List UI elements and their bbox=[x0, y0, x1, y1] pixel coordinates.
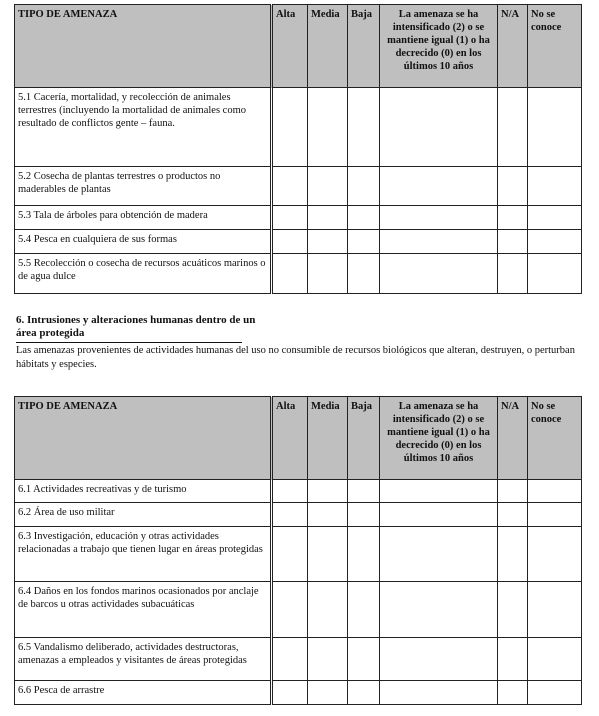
cell-na[interactable] bbox=[498, 206, 528, 230]
threat-item-6-4: 6.4 Daños en los fondos marinos ocasionados por anclaje de barcos u otras actividades subacuáticas bbox=[15, 582, 272, 638]
table-row bbox=[15, 254, 582, 294]
header-alta: Alta bbox=[272, 397, 308, 480]
section-6-title: 6. Intrusiones y alteraciones humanas dentro de un área protegida bbox=[16, 314, 256, 339]
cell-unknown[interactable] bbox=[528, 480, 582, 503]
cell-media[interactable] bbox=[308, 206, 348, 230]
section-6-divider bbox=[16, 342, 242, 343]
threat-item-6-1: 6.1 Actividades recreativas y de turismo bbox=[15, 480, 272, 503]
cell-trend[interactable] bbox=[380, 254, 498, 294]
cell-media[interactable] bbox=[308, 681, 348, 705]
threat-item-6-5: 6.5 Vandalismo deliberado, actividades destructoras, amenazas a empleados y visitantes de áreas protegidas bbox=[15, 638, 272, 681]
cell-unknown[interactable] bbox=[528, 167, 582, 206]
cell-baja[interactable] bbox=[348, 503, 380, 527]
cell-trend[interactable] bbox=[380, 230, 498, 254]
cell-na[interactable] bbox=[498, 503, 528, 527]
cell-media[interactable] bbox=[308, 88, 348, 167]
cell-unknown[interactable] bbox=[528, 206, 582, 230]
cell-alta[interactable] bbox=[272, 206, 308, 230]
cell-alta[interactable] bbox=[272, 582, 308, 638]
header-threat-type: TIPO DE AMENAZA bbox=[15, 5, 272, 88]
threat-item-5-2: 5.2 Cosecha de plantas terrestres o productos no maderables de plantas bbox=[15, 167, 272, 206]
header-baja: Baja bbox=[348, 5, 380, 88]
cell-baja[interactable] bbox=[348, 681, 380, 705]
cell-alta[interactable] bbox=[272, 503, 308, 527]
table-header-row bbox=[15, 5, 582, 88]
header-na: N/A bbox=[498, 397, 528, 480]
header-alta: Alta bbox=[272, 5, 308, 88]
cell-alta[interactable] bbox=[272, 167, 308, 206]
cell-na[interactable] bbox=[498, 480, 528, 503]
cell-trend[interactable] bbox=[380, 527, 498, 582]
header-media: Media bbox=[308, 5, 348, 88]
cell-trend[interactable] bbox=[380, 480, 498, 503]
cell-baja[interactable] bbox=[348, 638, 380, 681]
threat-table-5 bbox=[14, 4, 582, 294]
table-row bbox=[15, 88, 582, 167]
table-row bbox=[15, 681, 582, 705]
cell-trend[interactable] bbox=[380, 503, 498, 527]
cell-trend[interactable] bbox=[380, 88, 498, 167]
cell-media[interactable] bbox=[308, 254, 348, 294]
table-row bbox=[15, 480, 582, 503]
cell-alta[interactable] bbox=[272, 88, 308, 167]
cell-alta[interactable] bbox=[272, 254, 308, 294]
cell-unknown[interactable] bbox=[528, 230, 582, 254]
cell-na[interactable] bbox=[498, 582, 528, 638]
cell-trend[interactable] bbox=[380, 638, 498, 681]
cell-media[interactable] bbox=[308, 582, 348, 638]
cell-media[interactable] bbox=[308, 527, 348, 582]
cell-na[interactable] bbox=[498, 167, 528, 206]
cell-unknown[interactable] bbox=[528, 527, 582, 582]
cell-unknown[interactable] bbox=[528, 681, 582, 705]
header-baja: Baja bbox=[348, 397, 380, 480]
table-row bbox=[15, 527, 582, 582]
cell-na[interactable] bbox=[498, 230, 528, 254]
cell-alta[interactable] bbox=[272, 638, 308, 681]
threat-table-6 bbox=[14, 396, 582, 705]
threat-item-6-3: 6.3 Investigación, educación y otras actividades relacionadas a trabajo que tienen lugar en áreas protegidas bbox=[15, 527, 272, 582]
cell-baja[interactable] bbox=[348, 254, 380, 294]
cell-trend[interactable] bbox=[380, 167, 498, 206]
header-unknown: No se conoce bbox=[528, 5, 582, 88]
threat-item-6-2: 6.2 Área de uso militar bbox=[15, 503, 272, 527]
cell-alta[interactable] bbox=[272, 480, 308, 503]
cell-media[interactable] bbox=[308, 638, 348, 681]
cell-media[interactable] bbox=[308, 503, 348, 527]
cell-na[interactable] bbox=[498, 254, 528, 294]
header-media: Media bbox=[308, 397, 348, 480]
cell-na[interactable] bbox=[498, 681, 528, 705]
table-row bbox=[15, 230, 582, 254]
threat-item-6-6: 6.6 Pesca de arrastre bbox=[15, 681, 272, 705]
threat-item-5-3: 5.3 Tala de árboles para obtención de madera bbox=[15, 206, 272, 230]
header-trend: La amenaza se ha intensificado (2) o se mantiene igual (1) o ha decrecido (0) en los últimos 10 años bbox=[380, 5, 498, 88]
cell-trend[interactable] bbox=[380, 681, 498, 705]
cell-baja[interactable] bbox=[348, 206, 380, 230]
table-header-row bbox=[15, 397, 582, 480]
cell-baja[interactable] bbox=[348, 88, 380, 167]
section-6-description: Las amenazas provenientes de actividades humanas del uso no consumible de recursos biológicos que alteran, destruyen, o perturban hábitats y especies. bbox=[16, 345, 575, 370]
cell-na[interactable] bbox=[498, 638, 528, 681]
table-row bbox=[15, 503, 582, 527]
cell-alta[interactable] bbox=[272, 230, 308, 254]
table-row bbox=[15, 206, 582, 230]
cell-na[interactable] bbox=[498, 527, 528, 582]
cell-baja[interactable] bbox=[348, 527, 380, 582]
threat-item-5-4: 5.4 Pesca en cualquiera de sus formas bbox=[15, 230, 272, 254]
cell-unknown[interactable] bbox=[528, 88, 582, 167]
header-na: N/A bbox=[498, 5, 528, 88]
cell-unknown[interactable] bbox=[528, 254, 582, 294]
threat-item-5-5: 5.5 Recolección o cosecha de recursos acuáticos marinos o de agua dulce bbox=[15, 254, 272, 294]
header-unknown: No se conoce bbox=[528, 397, 582, 480]
cell-media[interactable] bbox=[308, 480, 348, 503]
cell-unknown[interactable] bbox=[528, 638, 582, 681]
threat-item-5-1: 5.1 Cacería, mortalidad, y recolección de animales terrestres (incluyendo la mortalidad de animales como resultado de conflictos gente – fauna. bbox=[15, 88, 272, 167]
table-row bbox=[15, 582, 582, 638]
cell-baja[interactable] bbox=[348, 480, 380, 503]
table-row bbox=[15, 638, 582, 681]
header-threat-type: TIPO DE AMENAZA bbox=[15, 397, 272, 480]
table-row bbox=[15, 167, 582, 206]
cell-trend[interactable] bbox=[380, 206, 498, 230]
cell-unknown[interactable] bbox=[528, 582, 582, 638]
cell-unknown[interactable] bbox=[528, 503, 582, 527]
cell-media[interactable] bbox=[308, 230, 348, 254]
cell-trend[interactable] bbox=[380, 582, 498, 638]
cell-baja[interactable] bbox=[348, 167, 380, 206]
cell-na[interactable] bbox=[498, 88, 528, 167]
cell-baja[interactable] bbox=[348, 230, 380, 254]
header-trend: La amenaza se ha intensificado (2) o se mantiene igual (1) o ha decrecido (0) en los últimos 10 años bbox=[380, 397, 498, 480]
cell-alta[interactable] bbox=[272, 681, 308, 705]
cell-media[interactable] bbox=[308, 167, 348, 206]
cell-baja[interactable] bbox=[348, 582, 380, 638]
cell-alta[interactable] bbox=[272, 527, 308, 582]
